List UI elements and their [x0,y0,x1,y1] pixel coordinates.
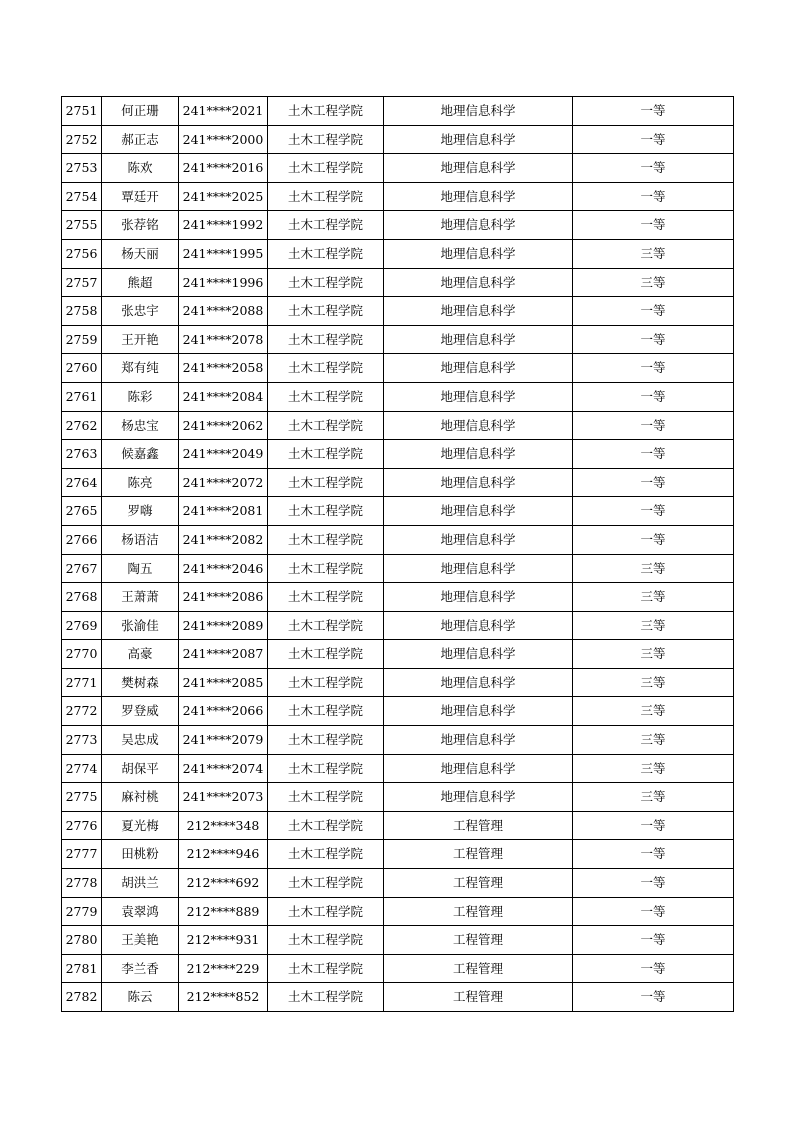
student-id: 212****931 [179,926,268,955]
table-row [62,611,734,640]
award-grade: 一等 [573,468,734,497]
award-grade: 一等 [573,954,734,983]
row-number: 2752 [62,125,102,154]
award-grade: 一等 [573,211,734,240]
award-grade: 一等 [573,811,734,840]
college-name: 土木工程学院 [268,297,384,326]
major-name: 地理信息科学 [384,325,573,354]
student-name: 候嘉鑫 [102,440,179,469]
student-name: 陈欢 [102,154,179,183]
table-row [62,211,734,240]
student-id: 241****1995 [179,239,268,268]
row-number: 2760 [62,354,102,383]
college-name: 土木工程学院 [268,97,384,126]
table-row [62,182,734,211]
row-number: 2771 [62,668,102,697]
college-name: 土木工程学院 [268,783,384,812]
student-id: 241****2058 [179,354,268,383]
college-name: 土木工程学院 [268,497,384,526]
award-grade: 一等 [573,525,734,554]
table-row [62,125,734,154]
student-id: 241****2084 [179,382,268,411]
college-name: 土木工程学院 [268,926,384,955]
student-id: 241****2000 [179,125,268,154]
major-name: 地理信息科学 [384,154,573,183]
table-row [62,554,734,583]
award-grade: 一等 [573,869,734,898]
major-name: 工程管理 [384,983,573,1012]
major-name: 工程管理 [384,954,573,983]
student-id: 241****2074 [179,754,268,783]
award-grade: 一等 [573,297,734,326]
row-number: 2777 [62,840,102,869]
award-grade: 一等 [573,411,734,440]
student-name: 李兰香 [102,954,179,983]
award-grade: 一等 [573,382,734,411]
award-grade: 三等 [573,668,734,697]
row-number: 2775 [62,783,102,812]
row-number: 2768 [62,583,102,612]
award-grade: 三等 [573,754,734,783]
student-name: 吴忠成 [102,726,179,755]
roster-body [62,97,734,1012]
college-name: 土木工程学院 [268,382,384,411]
row-number: 2776 [62,811,102,840]
student-id: 241****2073 [179,783,268,812]
row-number: 2774 [62,754,102,783]
student-id: 212****692 [179,869,268,898]
major-name: 地理信息科学 [384,668,573,697]
student-name: 麻衬桃 [102,783,179,812]
award-grade: 一等 [573,182,734,211]
major-name: 地理信息科学 [384,640,573,669]
award-grade: 一等 [573,926,734,955]
college-name: 土木工程学院 [268,983,384,1012]
student-name: 王美艳 [102,926,179,955]
row-number: 2773 [62,726,102,755]
college-name: 土木工程学院 [268,897,384,926]
major-name: 地理信息科学 [384,754,573,783]
table-row [62,354,734,383]
table-row [62,869,734,898]
award-grade: 一等 [573,354,734,383]
major-name: 地理信息科学 [384,97,573,126]
table-row [62,640,734,669]
student-id: 241****2016 [179,154,268,183]
major-name: 地理信息科学 [384,783,573,812]
table-row [62,668,734,697]
student-name: 覃廷开 [102,182,179,211]
table-row [62,983,734,1012]
college-name: 土木工程学院 [268,211,384,240]
college-name: 土木工程学院 [268,154,384,183]
award-grade: 一等 [573,97,734,126]
student-id: 212****946 [179,840,268,869]
award-grade: 一等 [573,125,734,154]
row-number: 2757 [62,268,102,297]
college-name: 土木工程学院 [268,268,384,297]
major-name: 地理信息科学 [384,440,573,469]
college-name: 土木工程学院 [268,611,384,640]
student-id: 241****1996 [179,268,268,297]
major-name: 工程管理 [384,869,573,898]
student-name: 罗登威 [102,697,179,726]
row-number: 2751 [62,97,102,126]
major-name: 地理信息科学 [384,726,573,755]
college-name: 土木工程学院 [268,697,384,726]
award-grade: 三等 [573,554,734,583]
row-number: 2755 [62,211,102,240]
college-name: 土木工程学院 [268,525,384,554]
student-name: 杨语洁 [102,525,179,554]
college-name: 土木工程学院 [268,640,384,669]
major-name: 地理信息科学 [384,583,573,612]
award-grade: 一等 [573,497,734,526]
college-name: 土木工程学院 [268,440,384,469]
row-number: 2781 [62,954,102,983]
college-name: 土木工程学院 [268,811,384,840]
roster-table [61,96,734,1012]
award-grade: 一等 [573,154,734,183]
student-id: 212****889 [179,897,268,926]
table-row [62,525,734,554]
table-row [62,97,734,126]
award-grade: 三等 [573,611,734,640]
student-name: 杨天丽 [102,239,179,268]
major-name: 地理信息科学 [384,382,573,411]
college-name: 土木工程学院 [268,468,384,497]
row-number: 2779 [62,897,102,926]
student-name: 熊超 [102,268,179,297]
student-id: 241****2082 [179,525,268,554]
table-row [62,783,734,812]
major-name: 地理信息科学 [384,554,573,583]
student-id: 241****2046 [179,554,268,583]
student-id: 241****2088 [179,297,268,326]
student-name: 郝正志 [102,125,179,154]
student-name: 陶五 [102,554,179,583]
row-number: 2754 [62,182,102,211]
major-name: 地理信息科学 [384,411,573,440]
table-row [62,497,734,526]
student-id: 241****2087 [179,640,268,669]
student-name: 樊树森 [102,668,179,697]
table-row [62,239,734,268]
award-grade: 三等 [573,268,734,297]
major-name: 工程管理 [384,811,573,840]
table-row [62,583,734,612]
student-id: 212****852 [179,983,268,1012]
row-number: 2769 [62,611,102,640]
row-number: 2770 [62,640,102,669]
student-id: 241****2066 [179,697,268,726]
award-grade: 一等 [573,440,734,469]
table-row [62,154,734,183]
student-id: 212****348 [179,811,268,840]
student-name: 陈亮 [102,468,179,497]
student-name: 张荐铭 [102,211,179,240]
award-grade: 三等 [573,783,734,812]
major-name: 地理信息科学 [384,211,573,240]
major-name: 地理信息科学 [384,525,573,554]
row-number: 2766 [62,525,102,554]
award-grade: 三等 [573,640,734,669]
major-name: 地理信息科学 [384,297,573,326]
table-row [62,468,734,497]
college-name: 土木工程学院 [268,726,384,755]
table-row [62,840,734,869]
student-id: 241****2072 [179,468,268,497]
student-name: 何正珊 [102,97,179,126]
row-number: 2763 [62,440,102,469]
student-name: 袁翠鸿 [102,897,179,926]
major-name: 地理信息科学 [384,268,573,297]
college-name: 土木工程学院 [268,954,384,983]
table-row [62,440,734,469]
student-name: 杨忠宝 [102,411,179,440]
student-name: 郑有纯 [102,354,179,383]
row-number: 2780 [62,926,102,955]
major-name: 地理信息科学 [384,697,573,726]
college-name: 土木工程学院 [268,325,384,354]
table-row [62,697,734,726]
table-row [62,726,734,755]
row-number: 2759 [62,325,102,354]
student-id: 241****2025 [179,182,268,211]
student-name: 陈云 [102,983,179,1012]
major-name: 工程管理 [384,840,573,869]
row-number: 2758 [62,297,102,326]
major-name: 地理信息科学 [384,239,573,268]
table-row [62,325,734,354]
college-name: 土木工程学院 [268,125,384,154]
student-id: 241****2079 [179,726,268,755]
award-grade: 三等 [573,697,734,726]
award-grade: 三等 [573,239,734,268]
student-id: 241****2086 [179,583,268,612]
student-name: 张渝佳 [102,611,179,640]
student-name: 王开艳 [102,325,179,354]
award-grade: 三等 [573,726,734,755]
student-id: 241****2078 [179,325,268,354]
table-row [62,926,734,955]
table-row [62,811,734,840]
college-name: 土木工程学院 [268,754,384,783]
table-row [62,268,734,297]
row-number: 2756 [62,239,102,268]
student-id: 241****1992 [179,211,268,240]
student-id: 212****229 [179,954,268,983]
row-number: 2753 [62,154,102,183]
row-number: 2767 [62,554,102,583]
college-name: 土木工程学院 [268,840,384,869]
student-id: 241****2049 [179,440,268,469]
student-id: 241****2021 [179,97,268,126]
row-number: 2765 [62,497,102,526]
college-name: 土木工程学院 [268,239,384,268]
college-name: 土木工程学院 [268,583,384,612]
student-name: 夏光梅 [102,811,179,840]
table-row [62,754,734,783]
student-id: 241****2089 [179,611,268,640]
award-grade: 三等 [573,583,734,612]
student-name: 陈彩 [102,382,179,411]
award-grade: 一等 [573,983,734,1012]
table-row [62,411,734,440]
student-name: 高豪 [102,640,179,669]
major-name: 地理信息科学 [384,611,573,640]
table-row [62,954,734,983]
table-row [62,297,734,326]
student-name: 王萧萧 [102,583,179,612]
college-name: 土木工程学院 [268,869,384,898]
major-name: 地理信息科学 [384,182,573,211]
award-grade: 一等 [573,897,734,926]
major-name: 地理信息科学 [384,125,573,154]
student-id: 241****2062 [179,411,268,440]
college-name: 土木工程学院 [268,354,384,383]
student-name: 胡洪兰 [102,869,179,898]
row-number: 2782 [62,983,102,1012]
college-name: 土木工程学院 [268,668,384,697]
table-row [62,382,734,411]
college-name: 土木工程学院 [268,411,384,440]
row-number: 2772 [62,697,102,726]
table-row [62,897,734,926]
row-number: 2778 [62,869,102,898]
student-name: 罗嗨 [102,497,179,526]
award-grade: 一等 [573,840,734,869]
major-name: 地理信息科学 [384,497,573,526]
row-number: 2762 [62,411,102,440]
major-name: 地理信息科学 [384,354,573,383]
college-name: 土木工程学院 [268,182,384,211]
student-name: 张忠宇 [102,297,179,326]
major-name: 工程管理 [384,897,573,926]
student-name: 田桃粉 [102,840,179,869]
student-name: 胡保平 [102,754,179,783]
major-name: 工程管理 [384,926,573,955]
college-name: 土木工程学院 [268,554,384,583]
row-number: 2764 [62,468,102,497]
row-number: 2761 [62,382,102,411]
major-name: 地理信息科学 [384,468,573,497]
student-id: 241****2081 [179,497,268,526]
student-id: 241****2085 [179,668,268,697]
award-grade: 一等 [573,325,734,354]
